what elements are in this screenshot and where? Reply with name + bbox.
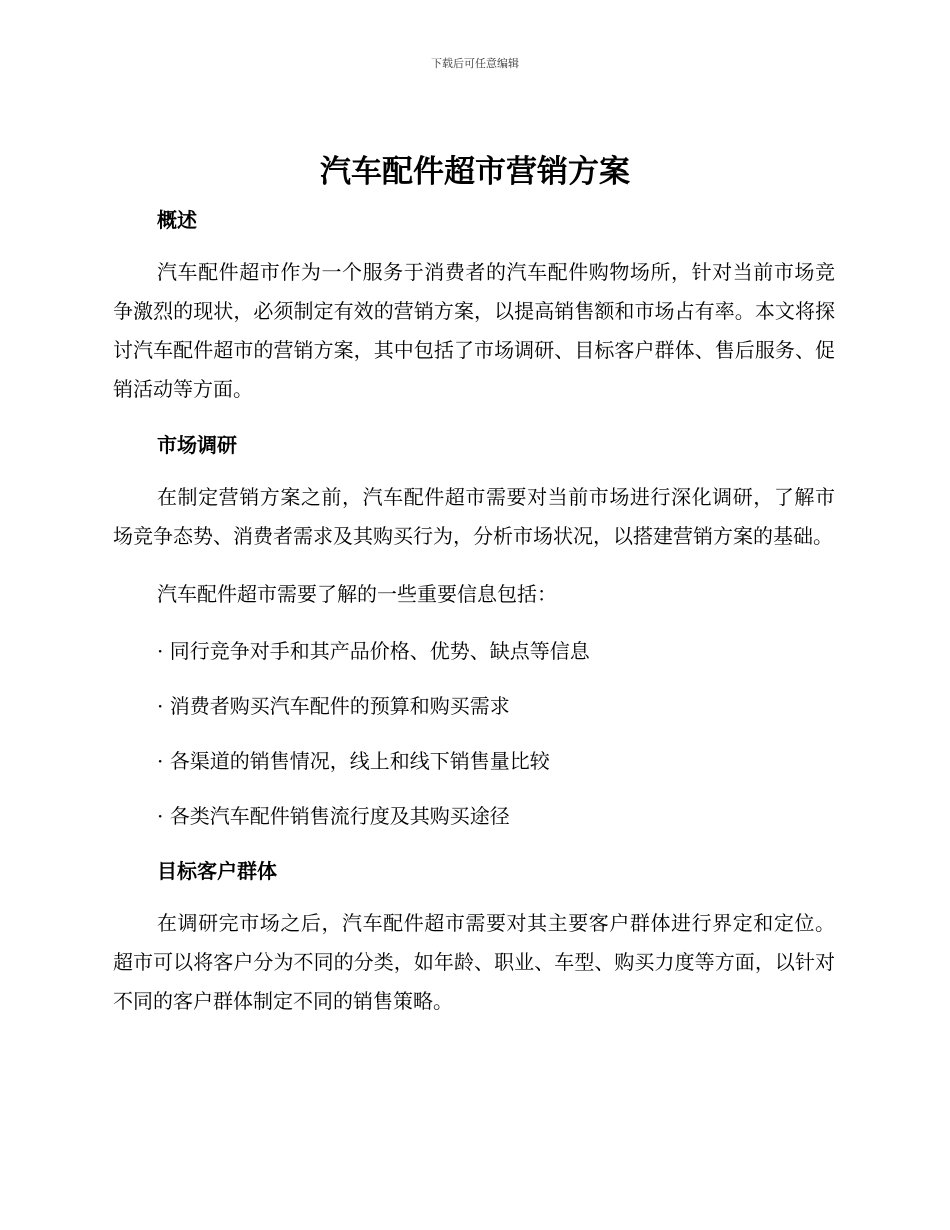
target-customers-paragraph: 在调研完市场之后，汽车配件超市需要对其主要客户群体进行界定和定位。超市可以将客户分为不同的分类，如年龄、职业、车型、购买力度等方面，以针对不同的客户群体制定不同的销售策略。 — [113, 911, 835, 1013]
bullet-item-channel-sales: · 各渠道的销售情况，线上和线下销售量比较 — [157, 749, 550, 773]
market-research-paragraph-2: 汽车配件超市需要了解的一些重要信息包括： — [157, 582, 557, 606]
market-research-paragraph-1: 在制定营销方案之前，汽车配件超市需要对当前市场进行深化调研，了解市场竞争态势、消费者需求及其购买行为，分析市场状况，以搭建营销方案的基础。 — [113, 485, 835, 548]
bullet-item-popularity: · 各类汽车配件销售流行度及其购买途径 — [157, 804, 510, 828]
overview-paragraph: 汽车配件超市作为一个服务于消费者的汽车配件购物场所，针对当前市场竞争激烈的现状，必须制定有效的营销方案，以提高销售额和市场占有率。本文将探讨汽车配件超市的营销方案，其中包括了市场调研、目标客户群体、售后服务、促销活动等方面。 — [113, 260, 835, 401]
bullet-item-competitors: · 同行竞争对手和其产品价格、优势、缺点等信息 — [157, 639, 590, 663]
section-heading-market-research: 市场调研 — [157, 433, 237, 457]
document-title: 汽车配件超市营销方案 — [320, 154, 630, 190]
section-heading-overview: 概述 — [157, 208, 197, 232]
section-heading-target-customers: 目标客户群体 — [157, 859, 277, 883]
document-body — [113, 202, 835, 1021]
header-note: 下载后可任意编辑 — [431, 57, 519, 70]
bullet-item-consumer-budget: · 消费者购买汽车配件的预算和购买需求 — [157, 694, 510, 718]
